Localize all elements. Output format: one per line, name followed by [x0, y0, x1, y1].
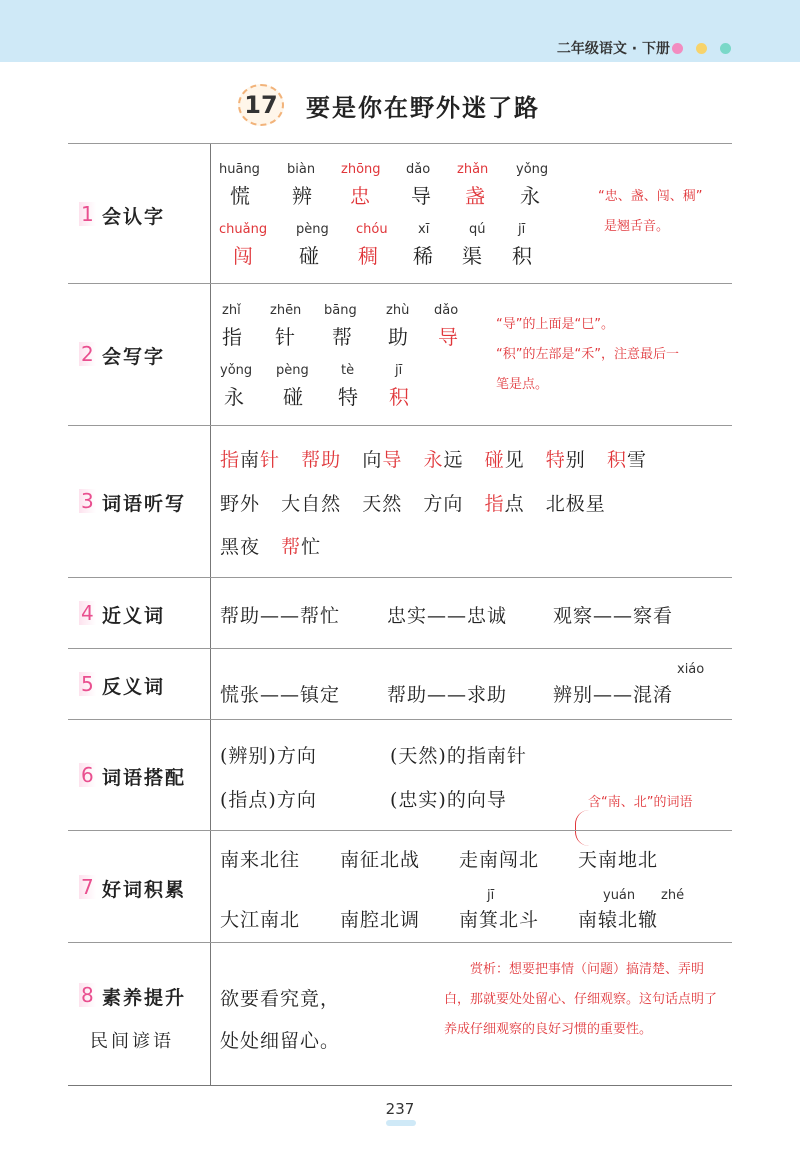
section-label: 会写字 — [102, 346, 166, 368]
section-label-cell — [68, 720, 211, 830]
section-number: 2 — [81, 342, 94, 366]
pinyin: zhǐ — [222, 303, 241, 318]
section-label: 词语听写 — [102, 493, 187, 515]
pinyin: chóu — [356, 222, 388, 237]
note-text: 含“南、北”的词语 — [588, 795, 693, 810]
pinyin: bāng — [324, 303, 357, 318]
synonym-pair: 观察——察看 — [553, 605, 674, 627]
section-label: 好词积累 — [102, 879, 187, 901]
collocation-item: (指点)方向 — [220, 789, 317, 811]
section-label-cell — [68, 649, 211, 719]
section-label: 词语搭配 — [102, 767, 187, 789]
page-number: 237 — [385, 1100, 415, 1118]
pinyin: zhǎn — [457, 162, 489, 177]
collocation-item: (辨别)方向 — [220, 745, 317, 767]
decor-dot-teal — [720, 43, 731, 54]
collocation-item: (天然)的指南针 — [390, 745, 527, 767]
character: 闯 — [233, 244, 253, 268]
pinyin: jī — [487, 888, 495, 903]
idiom: 南辕北辙 — [578, 909, 659, 931]
antonym-pair: 慌张——镇定 — [220, 684, 341, 706]
pinyin: jī — [395, 363, 403, 378]
pinyin: pèng — [296, 222, 329, 237]
decor-dot-pink — [672, 43, 683, 54]
pinyin: xiáo — [677, 662, 705, 677]
section-label: 近义词 — [102, 605, 166, 627]
antonym-pair: 辨别——混淆 — [553, 684, 674, 706]
pinyin: pèng — [276, 363, 309, 378]
dictation-line-3: 黑夜 帮忙 — [220, 536, 322, 558]
pinyin: zhù — [386, 303, 410, 318]
character: 指 — [222, 325, 242, 349]
note-text: “积”的左部是“禾”，注意最后一 — [496, 347, 679, 362]
pinyin: dǎo — [434, 303, 459, 318]
pinyin: yǒng — [220, 363, 253, 378]
section-number: 8 — [81, 983, 94, 1007]
section-number: 6 — [81, 763, 94, 787]
character: 帮 — [332, 325, 352, 349]
section-number: 4 — [81, 601, 94, 625]
synonym-pair: 帮助——帮忙 — [220, 605, 341, 627]
idiom: 走南闯北 — [459, 849, 540, 871]
appreciation-note: 赏析：想要把事情（问题）搞清楚、弄明白，那就要处处留心、仔细观察。这句话点明了养成仔细观察的良好习惯的重要性。 — [444, 962, 718, 1037]
section-label: 会认字 — [102, 206, 166, 228]
section-label-cell — [68, 144, 211, 283]
character: 碰 — [299, 244, 319, 268]
section-label: 素养提升 — [102, 987, 187, 1009]
character: 渠 — [462, 244, 482, 268]
section-label-cell — [68, 426, 211, 577]
character: 辨 — [292, 184, 312, 208]
character: 积 — [389, 385, 409, 409]
idiom: 南来北往 — [220, 849, 301, 871]
section-label-cell — [68, 578, 211, 648]
pinyin: qú — [469, 222, 486, 237]
lesson-title: 要是你在野外迷了路 — [306, 94, 540, 122]
section-label-cell — [68, 831, 211, 942]
character: 稠 — [358, 244, 378, 268]
note-text: “导”的上面是“巳”。 — [496, 317, 614, 332]
synonym-pair: 忠实——忠诚 — [387, 605, 508, 627]
antonym-pair: 帮助——求助 — [387, 684, 508, 706]
section-number: 1 — [81, 202, 94, 226]
character: 永 — [224, 385, 244, 409]
pinyin: zhēn — [270, 303, 302, 318]
pinyin: tè — [341, 363, 355, 378]
proverb-line: 欲要看究竟， — [220, 988, 341, 1010]
decor-dot-yellow — [696, 43, 707, 54]
dictation-line-2: 野外 大自然 天然 方向 指点 北极星 — [220, 493, 606, 515]
pinyin: yuán — [603, 888, 636, 903]
character: 特 — [338, 385, 358, 409]
pinyin: chuǎng — [219, 222, 268, 237]
pinyin: biàn — [287, 162, 316, 177]
note-text: 是翘舌音。 — [604, 219, 670, 234]
idiom: 南征北战 — [340, 849, 421, 871]
idiom: 天南地北 — [578, 849, 659, 871]
character: 稀 — [413, 244, 433, 268]
idiom: 南腔北调 — [340, 909, 421, 931]
pinyin: jī — [518, 222, 526, 237]
note-text: “忠、盏、闯、稠” — [598, 189, 703, 204]
section-1-row — [68, 143, 732, 283]
pinyin: zhé — [661, 888, 685, 903]
pinyin: zhōng — [341, 162, 381, 177]
section-sublabel: 民间谚语 — [90, 1031, 174, 1052]
character: 永 — [520, 184, 540, 208]
character: 针 — [275, 325, 295, 349]
character: 碰 — [283, 385, 303, 409]
idiom: 南箕北斗 — [459, 909, 540, 931]
section-label-cell — [68, 943, 211, 1085]
section-number: 5 — [81, 672, 94, 696]
character: 积 — [512, 244, 532, 268]
dictation-line-1: 指南针 帮助 向导 永远 碰见 特别 积雪 — [220, 449, 647, 471]
idiom: 大江南北 — [220, 909, 301, 931]
section-label: 反义词 — [102, 676, 166, 698]
pinyin: huāng — [219, 162, 260, 177]
section-label-cell — [68, 284, 211, 425]
character: 导 — [411, 184, 431, 208]
book-title: 二年级语文 · 下册 — [556, 41, 670, 57]
collocation-item: (忠实)的向导 — [390, 789, 507, 811]
proverb-line: 处处细留心。 — [220, 1030, 341, 1052]
pinyin: xī — [418, 222, 430, 237]
page-number-decor — [386, 1120, 416, 1126]
character: 助 — [388, 325, 408, 349]
pinyin: dǎo — [406, 162, 431, 177]
note-text: 笔是点。 — [496, 377, 549, 392]
pinyin: yǒng — [516, 162, 549, 177]
lesson-number: 17 — [238, 84, 284, 126]
character: 盏 — [465, 184, 485, 208]
character: 忠 — [350, 184, 370, 208]
section-number: 3 — [81, 489, 94, 513]
character: 导 — [438, 325, 458, 349]
character: 慌 — [230, 184, 250, 208]
section-number: 7 — [81, 875, 94, 899]
